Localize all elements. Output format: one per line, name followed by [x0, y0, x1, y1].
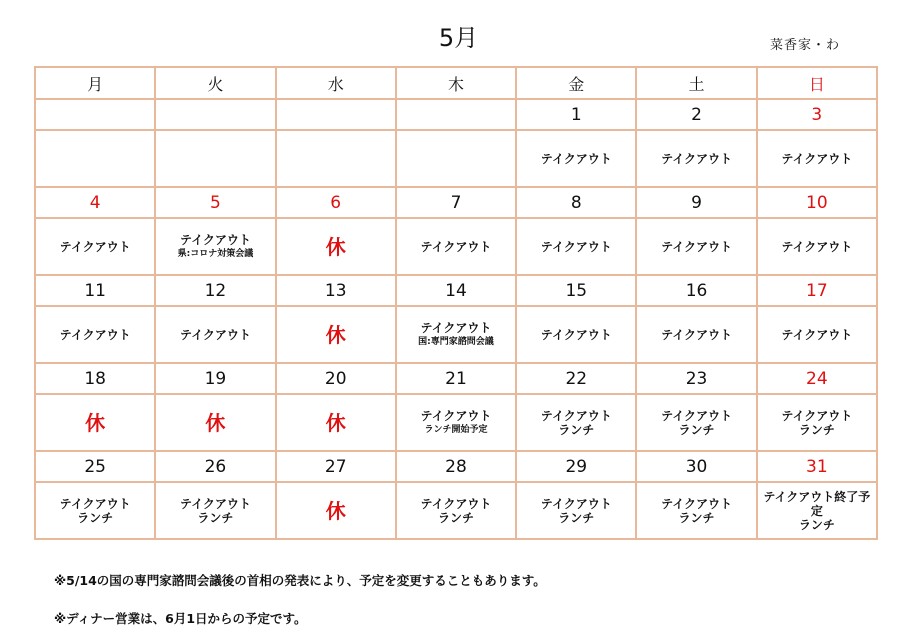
event-cell — [636, 482, 756, 539]
event-cell — [757, 482, 877, 539]
event-sublabel: ランチ — [798, 517, 835, 532]
date-cell: 26 — [155, 451, 275, 482]
event-cell — [155, 218, 275, 275]
event-row — [35, 394, 877, 451]
date-cell: 31 — [757, 451, 877, 482]
event-cell — [757, 306, 877, 363]
event-label: テイクアウト — [179, 232, 251, 247]
weekday-tue: 火 — [155, 67, 275, 99]
shop-name: 菜香家・わ — [770, 38, 841, 53]
event-row — [35, 130, 877, 187]
event-label: テイクアウト — [661, 151, 732, 166]
event-cell — [35, 306, 155, 363]
event-row — [35, 306, 877, 363]
event-label: 休 — [325, 410, 346, 435]
date-cell: 22 — [516, 363, 636, 394]
event-cell — [636, 218, 756, 275]
calendar-table — [34, 66, 878, 540]
date-cell: 6 — [276, 187, 396, 218]
event-sublabel: 国:専門家諮問会議 — [418, 336, 494, 347]
event-cell — [757, 218, 877, 275]
date-cell: 28 — [396, 451, 516, 482]
date-cell — [276, 99, 396, 130]
date-cell: 21 — [396, 363, 516, 394]
event-cell — [396, 394, 516, 451]
event-label: 休 — [325, 322, 346, 347]
date-cell: 14 — [396, 275, 516, 306]
event-cell — [276, 218, 396, 275]
event-label: テイクアウト終了予定 — [763, 489, 871, 518]
date-cell: 29 — [516, 451, 636, 482]
event-sublabel: ランチ — [678, 422, 715, 437]
date-cell — [35, 99, 155, 130]
date-row — [35, 99, 877, 130]
event-cell — [155, 394, 275, 451]
event-sublabel: ランチ — [437, 510, 474, 525]
date-cell: 12 — [155, 275, 275, 306]
event-label: テイクアウト — [420, 320, 492, 335]
date-cell: 7 — [396, 187, 516, 218]
event-cell — [276, 306, 396, 363]
date-cell: 13 — [276, 275, 396, 306]
event-label: テイクアウト — [420, 496, 492, 511]
date-row — [35, 451, 877, 482]
event-cell — [516, 218, 636, 275]
date-cell: 24 — [757, 363, 877, 394]
date-cell — [396, 99, 516, 130]
date-cell: 8 — [516, 187, 636, 218]
event-sublabel: ランチ — [197, 510, 234, 525]
event-cell — [396, 306, 516, 363]
event-cell — [516, 130, 636, 187]
event-cell — [757, 130, 877, 187]
event-cell — [35, 482, 155, 539]
date-cell: 5 — [155, 187, 275, 218]
event-cell — [35, 218, 155, 275]
event-label: テイクアウト — [420, 239, 492, 254]
event-label: テイクアウト — [179, 327, 251, 342]
event-label: 休 — [205, 410, 226, 435]
event-label: テイクアウト — [661, 239, 732, 254]
note-schedule-change: ※5/14の国の専門家諮問会議後の首相の発表により、予定を変更することもあります。 — [54, 573, 546, 588]
date-row — [35, 275, 877, 306]
event-label: テイクアウト — [661, 408, 732, 423]
date-cell: 30 — [636, 451, 756, 482]
event-sublabel: 県:コロナ対策会議 — [177, 248, 254, 259]
event-label: テイクアウト — [540, 408, 612, 423]
date-cell: 17 — [757, 275, 877, 306]
event-cell — [636, 130, 756, 187]
event-label: テイクアウト — [540, 239, 612, 254]
date-cell: 20 — [276, 363, 396, 394]
date-cell: 1 — [516, 99, 636, 130]
weekday-wed: 水 — [276, 67, 396, 99]
event-label: テイクアウト — [781, 327, 853, 342]
date-cell: 3 — [757, 99, 877, 130]
event-cell — [636, 394, 756, 451]
event-label: テイクアウト — [59, 239, 131, 254]
date-cell: 27 — [276, 451, 396, 482]
date-cell: 11 — [35, 275, 155, 306]
event-label: 休 — [85, 410, 106, 435]
event-cell — [35, 394, 155, 451]
event-sublabel: ランチ開始予定 — [424, 424, 488, 435]
event-sublabel: ランチ — [558, 510, 595, 525]
date-cell: 15 — [516, 275, 636, 306]
date-row — [35, 187, 877, 218]
event-label: 休 — [325, 234, 346, 259]
event-cell — [636, 306, 756, 363]
weekday-mon: 月 — [35, 67, 155, 99]
weekday-fri: 金 — [516, 67, 636, 99]
event-cell — [276, 130, 396, 187]
event-cell — [155, 306, 275, 363]
event-cell — [757, 394, 877, 451]
note-dinner-start: ※ディナー営業は、6月1日からの予定です。 — [54, 611, 307, 626]
event-sublabel: ランチ — [558, 422, 595, 437]
event-label: テイクアウト — [661, 327, 732, 342]
event-row — [35, 482, 877, 539]
event-label: テイクアウト — [781, 151, 853, 166]
event-row — [35, 218, 877, 275]
event-sublabel: ランチ — [77, 510, 114, 525]
event-label: テイクアウト — [420, 408, 492, 423]
event-cell — [396, 482, 516, 539]
event-label: テイクアウト — [179, 496, 251, 511]
event-label: テイクアウト — [781, 408, 853, 423]
date-cell: 4 — [35, 187, 155, 218]
event-sublabel: ランチ — [798, 422, 835, 437]
event-sublabel: ランチ — [678, 510, 715, 525]
date-cell: 23 — [636, 363, 756, 394]
event-cell — [276, 482, 396, 539]
event-label: 休 — [325, 498, 346, 523]
event-label: テイクアウト — [781, 239, 853, 254]
date-cell: 19 — [155, 363, 275, 394]
weekday-sun: 日 — [757, 67, 877, 99]
event-cell — [516, 394, 636, 451]
date-cell — [155, 99, 275, 130]
event-cell — [396, 218, 516, 275]
date-cell: 16 — [636, 275, 756, 306]
weekday-thu: 木 — [396, 67, 516, 99]
event-label: テイクアウト — [540, 496, 612, 511]
date-cell: 18 — [35, 363, 155, 394]
event-cell — [155, 482, 275, 539]
date-cell: 9 — [636, 187, 756, 218]
date-cell: 10 — [757, 187, 877, 218]
event-cell — [276, 394, 396, 451]
event-cell — [35, 130, 155, 187]
event-label: テイクアウト — [59, 496, 131, 511]
event-cell — [516, 306, 636, 363]
event-cell — [155, 130, 275, 187]
weekday-header-row — [35, 67, 877, 99]
event-label: テイクアウト — [540, 151, 612, 166]
page-title: 5月 — [438, 24, 479, 52]
event-cell — [396, 130, 516, 187]
date-cell: 2 — [636, 99, 756, 130]
date-row — [35, 363, 877, 394]
event-cell — [516, 482, 636, 539]
event-label: テイクアウト — [540, 327, 612, 342]
date-cell: 25 — [35, 451, 155, 482]
event-label: テイクアウト — [59, 327, 131, 342]
event-label: テイクアウト — [661, 496, 732, 511]
weekday-sat: 土 — [636, 67, 756, 99]
